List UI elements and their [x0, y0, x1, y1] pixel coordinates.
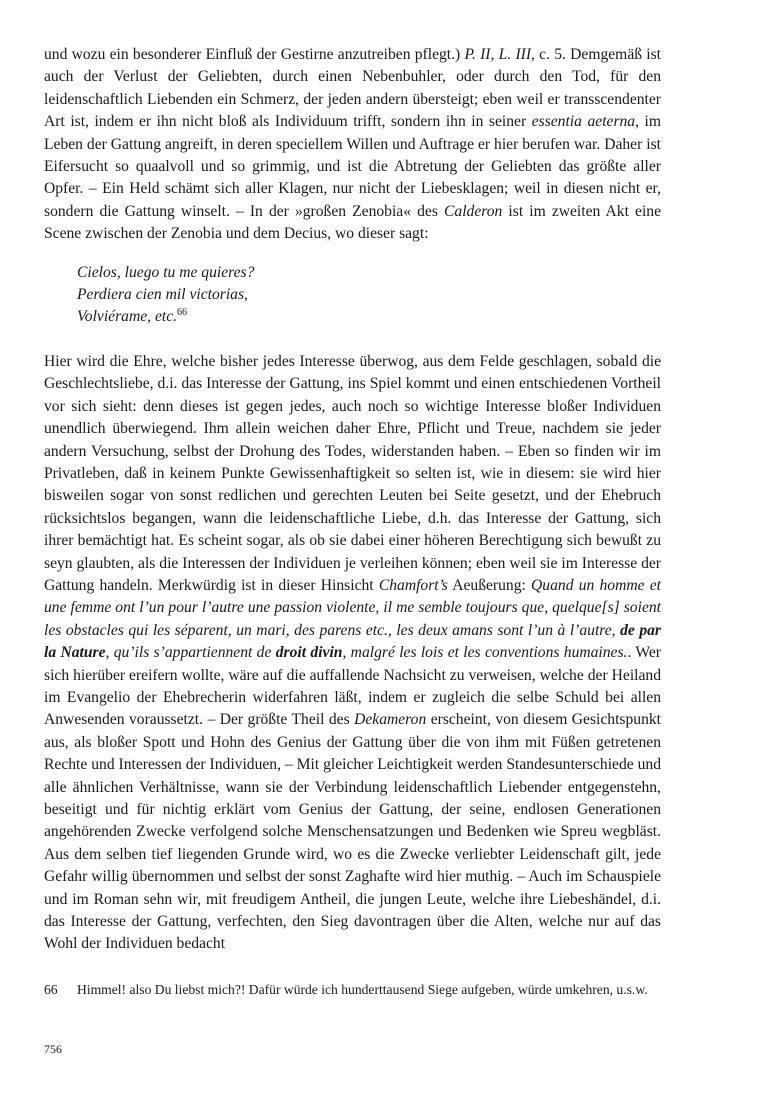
paragraph: [44, 44, 661, 246]
text-run: und wozu ein besonderer Einfluß der Gestirne anzutreiben pflegt.): [44, 46, 465, 63]
verse-line: Cielos, luego tu me quieres?: [77, 263, 255, 281]
french-quote: , qu’ils s’appartiennent de: [105, 644, 276, 662]
text-run: Aeußerung:: [447, 576, 532, 594]
french-quote: , malgré les lois et les conventions humaines.: [342, 644, 628, 662]
text-run: erscheint, von diesem Gesichtspunkt aus, als bloßer Spott und Hohn des Genius der Gattung über die von ihm mit Füßen getretenen Rechte und Interessen der Individuen, – Mit gleicher Leichtigkeit werden Standesunterschiede und alle ähnlichen Verhältnisse, wann sie der Verbindung leidenschaftlich Liebender entgegenstehn, beseitigt und für nichtig erklärt vom Genius der Gattung, der seine, endlosen Generationen angehörenden Zwecke verfolgend solche Menschensatzungen und Bedenken wie Spreu wegbläst. Aus dem selben tief liegenden Grunde wird, wo es die Zwecke verliebter Leidenschaft gilt, jede Gefahr willig übernommen und selbst der sonst Zaghafte wird hier muthig. – Auch im Schauspiele und im Roman sehn wir, mit freudigem Antheil, die jungen Leute, welche ihre Liebeshändel, d.i. das Interesse der Gattung, verfechten, den Sieg davontragen über die Alten, welche nur auf das Wohl der Individuen bedacht: [44, 711, 661, 953]
verse-line-text: Volviérame, etc.: [77, 308, 178, 326]
text-run: Hier wird die Ehre, welche bisher jedes Interesse überwog, aus dem Felde geschlagen, sobald die Geschlechtsliebe, d.i. das Interesse der Gattung, ins Spiel kommt und einen entschiedenen Vortheil vor sich sieht: denn dieses ist gegen jedes, auch noch so wichtige Interesse bloßer Individuen unendlich überwiegend. Ihm allein weichen daher Ehre, Pflicht und Treue, nachdem sie jeder andern Versuchung, selbst der Drohung des Todes, widerstanden haben. – Eben so finden wir im Privatleben, daß in keinem Punkte Gewissenhaftigkeit so selten ist, wie in diesem: sie wird hier bisweilen sogar von sonst redlichen und gerechten Leuten bei Seite gesetzt, und der Ehebruch rücksichtslos begangen, wann die leidenschaftliche Liebe, d.h. das Interesse der Gattung, sich ihrer bemächtigt hat. Es scheint sogar, als ob sie dabei einer höheren Berechtigung sich bewußt zu seyn glaubten, als die Interessen der Individuen je verleihen können; eben weil sie im Interesse der Gattung handeln. Merkwürdig ist in dieser Hinsicht: [44, 352, 661, 594]
text-run: ist im zweiten Akt eine Scene zwischen der Zenobia und dem Decius, wo dieser sagt:: [44, 202, 661, 243]
verse-line: [77, 306, 661, 328]
author-name: Calderon: [444, 202, 503, 220]
book-title: Dekameron: [354, 711, 427, 729]
page-body: [44, 44, 661, 956]
page-number: 756: [44, 1042, 62, 1056]
footnote: [44, 980, 661, 1000]
author-name: Chamfort’s: [378, 576, 448, 594]
footnote-number: 66: [44, 982, 58, 997]
emphasis-bold-text: de par la Nature: [44, 621, 661, 662]
text-run: , im Leben der Gattung angreift, in deren speciellem Willen und Auftrage er hier berufen war. Daher ist Eifersucht so quaalvoll und so grimmig, und ist die Abtretung der Geliebten das größte aller Opfer. – Ein Held schämt sich aller Klagen, nur nicht der Liebesklagen; weil in diesen nicht er, sondern die Gattung winselt. – In der »großen Zenobia« des: [44, 113, 661, 220]
emphasis-bold: [276, 644, 343, 661]
french-quote: Quand un homme et une femme ont l’un pour l’autre une passion violente, il me semble toujours que, quelque[s] soient les obstacles qui les séparent, un mari, des parens etc., les deux amans sont l’un à l’autre,: [44, 576, 661, 639]
paragraph: [44, 351, 661, 956]
verse-quote: [77, 262, 661, 329]
footnote-reference: 66: [177, 307, 188, 319]
citation-reference: P. II, L. III: [464, 46, 532, 63]
emphasis-bold-text: droit divin: [275, 644, 343, 662]
latin-term: essentia aeterna: [531, 113, 636, 131]
verse-line: Perdiera cien mil victorias,: [77, 286, 248, 304]
text-run: , c. 5. Demgemäß ist auch der Verlust der Geliebten, durch einen Nebenbuhler, oder durch den Tod, für den leidenschaftlich Liebenden ein Schmerz, der jeden andern übersteigt; eben weil er transscendenter Art ist, indem er ihn nicht bloß als Individuum trifft, sondern ihn in seiner: [44, 46, 662, 131]
footnote-text: Himmel! also Du liebst mich?! Dafür würde ich hunderttausend Siege aufgeben, würde umkehren, u.s.w.: [77, 982, 648, 997]
text-run: . Wer sich hierüber ereifern wollte, wäre auf die auffallende Nachsicht zu verweisen, welche der Heiland im Evangelio der Ehebrecherin widerfahren läßt, indem er zugleich die selbe Schuld bei allen Anwesenden voraussetzt. – Der größte Theil des: [44, 644, 661, 729]
